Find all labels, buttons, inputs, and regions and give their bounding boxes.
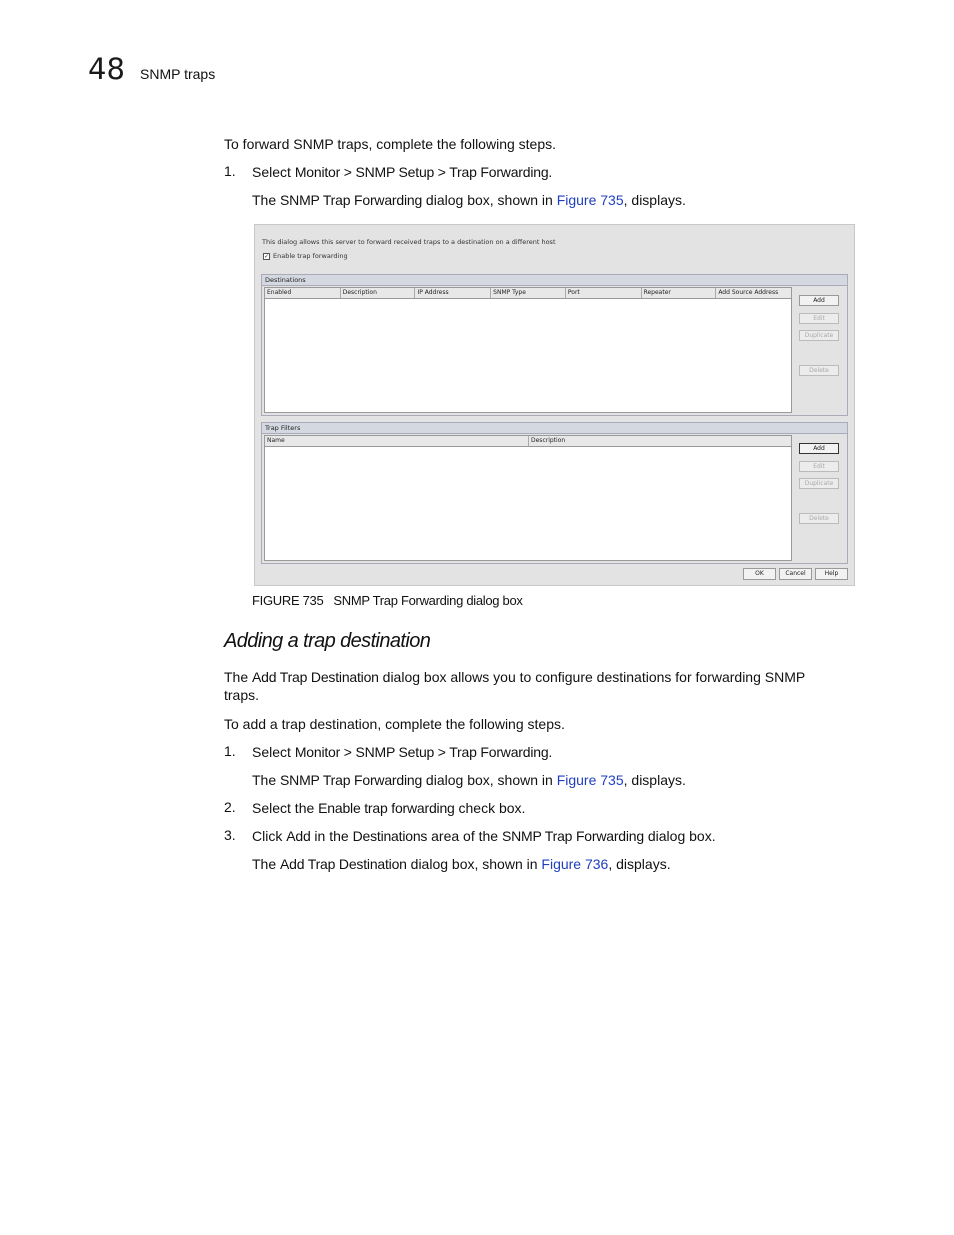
step-1-number: 1. [224,163,236,179]
destinations-edit-button[interactable]: Edit [799,313,839,324]
destinations-delete-button[interactable]: Delete [799,365,839,376]
enable-trap-forwarding-label: Enable trap forwarding [273,252,348,260]
section-step-1: Select Monitor > SNMP Setup > Trap Forwarding. [252,744,553,760]
section-paragraph-2: To add a trap destination, complete the following steps. [224,716,565,732]
chapter-number: 48 [88,52,125,86]
ok-button[interactable]: OK [743,568,776,580]
figure-caption [252,593,523,608]
trap-filters-table[interactable] [264,435,792,561]
step-1-result: The SNMP Trap Forwarding dialog box, shown in Figure 735, displays. [252,192,686,208]
section-step-1-result: The SNMP Trap Forwarding dialog box, shown in Figure 735, displays. [252,772,686,788]
section-paragraph-1: The Add Trap Destination dialog box allows you to configure destinations for forwarding SNMP traps. [224,669,806,703]
enable-trap-forwarding-checkbox[interactable] [263,252,348,260]
column-header[interactable]: Enabled [265,288,341,298]
column-header[interactable]: Description [531,437,566,444]
trap-filters-table-header [265,436,791,447]
section-step-3-number: 3. [224,827,236,843]
trap-filters-title: Trap Filters [262,423,847,434]
chapter-title: SNMP traps [140,66,216,82]
column-header[interactable]: SNMP Type [491,288,566,298]
snmp-trap-forwarding-dialog [254,224,855,586]
section-step-2: Select the Enable trap forwarding check box. [252,800,526,816]
trap-filters-delete-button[interactable]: Delete [799,513,839,524]
menu-path: Monitor > SNMP Setup > Trap Forwarding [294,164,549,180]
destinations-title: Destinations [262,275,847,286]
help-button[interactable]: Help [815,568,848,580]
column-header[interactable]: Repeater [642,288,717,298]
destinations-table[interactable] [264,287,792,413]
checkbox-mark-icon: ✓ [264,252,270,260]
column-header[interactable]: Description [341,288,416,298]
section-step-3: Click Add in the Destinations area of the SNMP Trap Forwarding dialog box. [252,828,716,844]
trap-filters-duplicate-button[interactable]: Duplicate [799,478,839,489]
destinations-add-button[interactable]: Add [799,295,839,306]
destinations-panel [261,274,848,416]
section-step-3-result: The Add Trap Destination dialog box, shown in Figure 736, displays. [252,856,671,872]
cancel-button[interactable]: Cancel [779,568,812,580]
column-header[interactable]: Port [566,288,642,298]
trap-filters-panel [261,422,848,564]
dialog-intro-text: This dialog allows this server to forward received traps to a destination on a different host [262,238,556,246]
step-1: Select Monitor > SNMP Setup > Trap Forwarding. [252,164,553,180]
section-step-1-number: 1. [224,743,236,759]
figure-title: SNMP Trap Forwarding dialog box [333,593,523,608]
column-header[interactable]: IP Address [415,288,491,298]
figure-number: FIGURE 735 [252,593,324,608]
destinations-table-header [265,288,791,299]
intro-text: To forward SNMP traps, complete the following steps. [224,136,557,152]
trap-filters-edit-button[interactable]: Edit [799,461,839,472]
trap-filters-add-button[interactable]: Add [799,443,839,454]
column-header[interactable]: Name [265,436,529,446]
column-header[interactable]: Add Source Address [718,289,779,296]
figure-735-link[interactable]: Figure 735 [556,192,624,208]
destinations-duplicate-button[interactable]: Duplicate [799,330,839,341]
section-step-2-number: 2. [224,799,236,815]
figure-735-link[interactable]: Figure 735 [556,772,624,788]
section-heading: Adding a trap destination [224,630,431,652]
figure-736-link[interactable]: Figure 736 [541,856,609,872]
